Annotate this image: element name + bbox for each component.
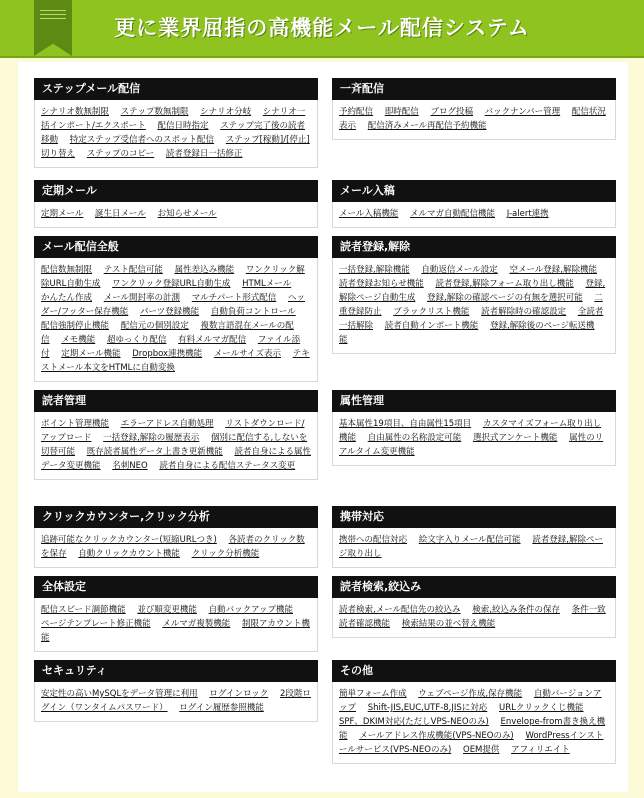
feature-link[interactable]: SPF、DKIM対応(ただしVPS-NEOのみ) [339,717,489,727]
feature-link[interactable]: 定期メール [41,209,84,219]
feature-link[interactable]: 配信日時指定 [157,121,209,131]
section-bulk-delivery [332,78,616,140]
feature-link[interactable]: 一括登録,解除の履歴表示 [103,433,200,443]
feature-link[interactable]: 自動バージョンアップ [339,689,602,713]
feature-link[interactable]: 予約配信 [339,107,374,117]
feature-link[interactable]: 名刺NEO [112,461,148,471]
feature-link[interactable]: ブログ投稿 [430,107,473,117]
feature-link[interactable]: 即時配信 [384,107,419,117]
feature-link[interactable]: 基本属性19項目、自由属性15項目 [339,419,472,429]
feature-link[interactable]: ステップ[稼動]/[停止]切り替え [41,135,310,159]
feature-link[interactable]: マルチパート形式配信 [191,293,277,303]
feature-link[interactable]: OEM提供 [463,745,500,755]
feature-link[interactable]: 検索結果の並べ替え機能 [401,619,496,629]
section-mail-submission [332,180,616,228]
feature-link[interactable]: 配信スピード調節機能 [41,605,126,615]
feature-link[interactable]: メールサイズ表示 [213,349,281,359]
feature-link[interactable]: ワンクリック解除URL自動生成 [41,265,305,289]
feature-link[interactable]: 読者登録,解除ページ取り出し [339,535,603,559]
feature-link[interactable]: 配信状況表示 [339,107,606,131]
section-attribute-management [332,390,616,466]
feature-list [332,202,616,228]
feature-link[interactable]: Shift-JIS,EUC,UTF-8,JISに対応 [367,703,488,713]
feature-link[interactable]: お知らせメール [157,209,217,219]
feature-link[interactable]: 追跡可能なクリックカウンター(短縮URLつき) [41,535,217,545]
feature-link[interactable]: メルマガ複製機能 [162,619,231,629]
feature-link[interactable]: 属性のリアルタイム変更機能 [339,433,604,457]
feature-link[interactable]: 絵文字入りメール配信可能 [418,535,521,545]
feature-link[interactable]: テスト配信可能 [103,265,163,275]
feature-link[interactable]: ステップのコピー [86,149,155,159]
feature-link[interactable]: エラーアドレス自動処理 [120,419,214,429]
feature-link[interactable]: ログインロック [209,689,269,699]
feature-link[interactable]: 自動バックアップ機能 [208,605,293,615]
feature-link[interactable]: メールアドレス作成機能(VPS-NEOのみ) [359,731,514,741]
feature-link[interactable]: テキストメール本文をHTMLに自動変換 [41,349,310,373]
section-security [34,660,318,722]
section-title: 読者検索,絞込み [332,576,616,598]
feature-link[interactable]: ヘッダー/フッター保存機能 [41,293,305,317]
feature-list [34,682,318,722]
feature-link[interactable]: クリック分析機能 [191,549,260,559]
section-title: 属性管理 [332,390,616,412]
feature-link[interactable]: 有料メルマガ配信 [178,335,247,345]
section-mail-delivery-general [34,236,318,382]
feature-link[interactable]: 制限アカウント機能 [41,619,310,643]
feature-list [332,412,616,466]
feature-link[interactable]: 読者解除時の確認設定 [481,307,567,317]
feature-link[interactable]: ワンクリック登録URL自動生成 [112,279,231,289]
feature-list [332,100,616,140]
section-title: 全体設定 [34,576,318,598]
feature-link[interactable]: 読者自身による属性データ変更機能 [41,447,311,471]
feature-link[interactable]: HTMLメール [242,279,292,289]
section-scheduled-mail [34,180,318,228]
feature-link[interactable]: 2段階ログイン（ワンタイムパスワード） [41,689,311,713]
feature-link[interactable]: 配信元の個別設定 [120,321,189,331]
feature-link[interactable]: 検索,絞込み条件の保存 [472,605,560,615]
feature-link[interactable]: ウェブページ作成,保存機能 [418,689,523,699]
feature-link[interactable]: 並び順変更機能 [137,605,197,615]
section-mobile-support [332,506,616,568]
feature-link[interactable]: リストダウンロード/アップロード [41,419,305,443]
feature-list [34,598,318,652]
feature-link[interactable]: かんたん作成 [41,293,93,303]
section-title: 一斉配信 [332,78,616,100]
feature-link[interactable]: ブラックリスト機能 [393,307,470,317]
feature-link[interactable]: 安定性の高いMySQLをデータ管理に利用 [41,689,198,699]
feature-link[interactable]: バックナンバー管理 [484,107,561,117]
feature-list [332,258,616,354]
feature-link[interactable]: 一括登録,解除機能 [339,265,410,275]
feature-list [34,100,318,168]
section-reader-search [332,576,616,638]
page-title: 更に業界屈指の高機能メール配信システム [114,16,530,40]
feature-link[interactable]: 自由属性の名称設定可能 [367,433,462,443]
section-title: メール入稿 [332,180,616,202]
feature-link[interactable]: 読者登録お知らせ機能 [339,279,424,289]
feature-link[interactable]: 空メール登録,解除機能 [509,265,597,275]
feature-link[interactable]: ファイル添付 [41,335,301,359]
feature-link[interactable]: 読者登録日一括修正 [165,149,243,159]
feature-link[interactable]: 誕生日メール [95,209,146,219]
section-title: 読者管理 [34,390,318,412]
feature-link[interactable]: 読者登録,解除フォーム取り出し機能 [435,279,574,289]
feature-list [34,528,318,568]
feature-link[interactable]: 配信数無制限 [41,265,93,275]
feature-link[interactable]: 配信済みメール再配信予約機能 [367,121,487,131]
section-title: クリックカウンター,クリック分析 [34,506,318,528]
feature-link[interactable]: 属性差込み機能 [174,265,235,275]
section-title: その他 [332,660,616,682]
feature-link[interactable]: 登録,解除の確認ページの有無を選択可能 [427,293,583,303]
feature-list [332,682,616,764]
feature-link[interactable]: シナリオ数無制限 [41,107,109,117]
feature-link[interactable]: メール開封率の計測 [103,293,181,303]
section-title: 定期メール [34,180,318,202]
feature-link[interactable]: WordPressインストールサービス(VPS-NEOのみ) [339,731,604,755]
feature-link[interactable]: 特定ステップ受信者へのスポット配信 [69,135,215,145]
section-title: 読者登録,解除 [332,236,616,258]
feature-link[interactable]: 登録,解除後のページ転送機能 [339,321,595,345]
feature-link[interactable]: 個別に配信する,しないを切替可能 [41,433,308,457]
feature-link[interactable]: 自動負荷コントロール [210,307,296,317]
feature-list [332,598,616,638]
section-title: セキュリティ [34,660,318,682]
feature-link[interactable]: アフィリエイト [511,745,570,755]
feature-link[interactable]: 超ゆっくり配信 [106,335,167,345]
feature-link[interactable]: カスタマイズフォーム取り出し機能 [339,419,602,443]
section-click-counter [34,506,318,568]
feature-list [332,528,616,568]
feature-link[interactable]: Dropbox連携機能 [132,349,203,359]
feature-link[interactable]: メモ機能 [61,335,96,345]
feature-link[interactable]: ポイント管理機能 [41,419,110,429]
feature-link[interactable]: 複数言語混在メールの配信 [41,321,294,345]
feature-list [34,412,318,480]
feature-link[interactable]: 二重登録防止 [339,293,603,317]
feature-link[interactable]: シナリオ分岐 [200,107,252,117]
feature-link[interactable]: ログイン履歴参照機能 [179,703,264,713]
section-reader-management [34,390,318,480]
section-global-settings [34,576,318,652]
section-title: メール配信全般 [34,236,318,258]
feature-link[interactable]: 簡単フォーム作成 [339,689,407,699]
feature-link[interactable]: 配信強制停止機能 [41,321,110,331]
feature-link[interactable]: 全読者一括解除 [339,307,604,331]
feature-link[interactable]: シナリオ一括インポート/エクスポート [41,107,306,131]
section-other [332,660,616,764]
feature-link[interactable]: URLクリックくじ機能 [499,703,584,713]
feature-link[interactable]: J-alert連携 [506,209,549,219]
feature-link[interactable]: 定期メール機能 [61,349,121,359]
feature-link[interactable]: 自動クリックカウント機能 [78,549,180,559]
feature-link[interactable]: 選択式アンケート機能 [472,433,558,443]
section-title: 携帯対応 [332,506,616,528]
feature-link[interactable]: 各読者のクリック数を保存 [41,535,305,559]
page-header [0,0,644,58]
section-step-mail [34,78,318,168]
feature-link[interactable]: 読者自動インポート機能 [384,321,479,331]
feature-list [34,202,318,228]
feature-link[interactable]: 登録,解除ページ自動生成 [339,279,606,303]
feature-link[interactable]: 条件一致読者確認機能 [339,605,606,629]
feature-link[interactable]: 読者自身による配信ステータス変更 [159,461,296,471]
feature-link[interactable]: ステップ完了後の読者移動 [41,121,306,145]
feature-link[interactable]: メルマガ自動配信機能 [410,209,496,219]
feature-link[interactable]: 携帯への配信対応 [339,535,408,545]
feature-link[interactable]: ページテンプレート修正機能 [41,619,151,629]
feature-link[interactable]: Envelope-from書き換え機能 [339,717,606,741]
feature-link[interactable]: メール入稿機能 [339,209,399,219]
feature-link[interactable]: 自動返信メール設定 [421,265,498,275]
feature-list [34,258,318,382]
feature-link[interactable]: 読者検索,メール配信先の絞込み [339,605,461,615]
section-title: ステップメール配信 [34,78,318,100]
feature-link[interactable]: 既存読者属性データ上書き更新機能 [86,447,223,457]
feature-link[interactable]: パーツ登録機能 [139,307,200,317]
feature-link[interactable]: ステップ数無制限 [120,107,189,117]
section-reader-registration [332,236,616,354]
